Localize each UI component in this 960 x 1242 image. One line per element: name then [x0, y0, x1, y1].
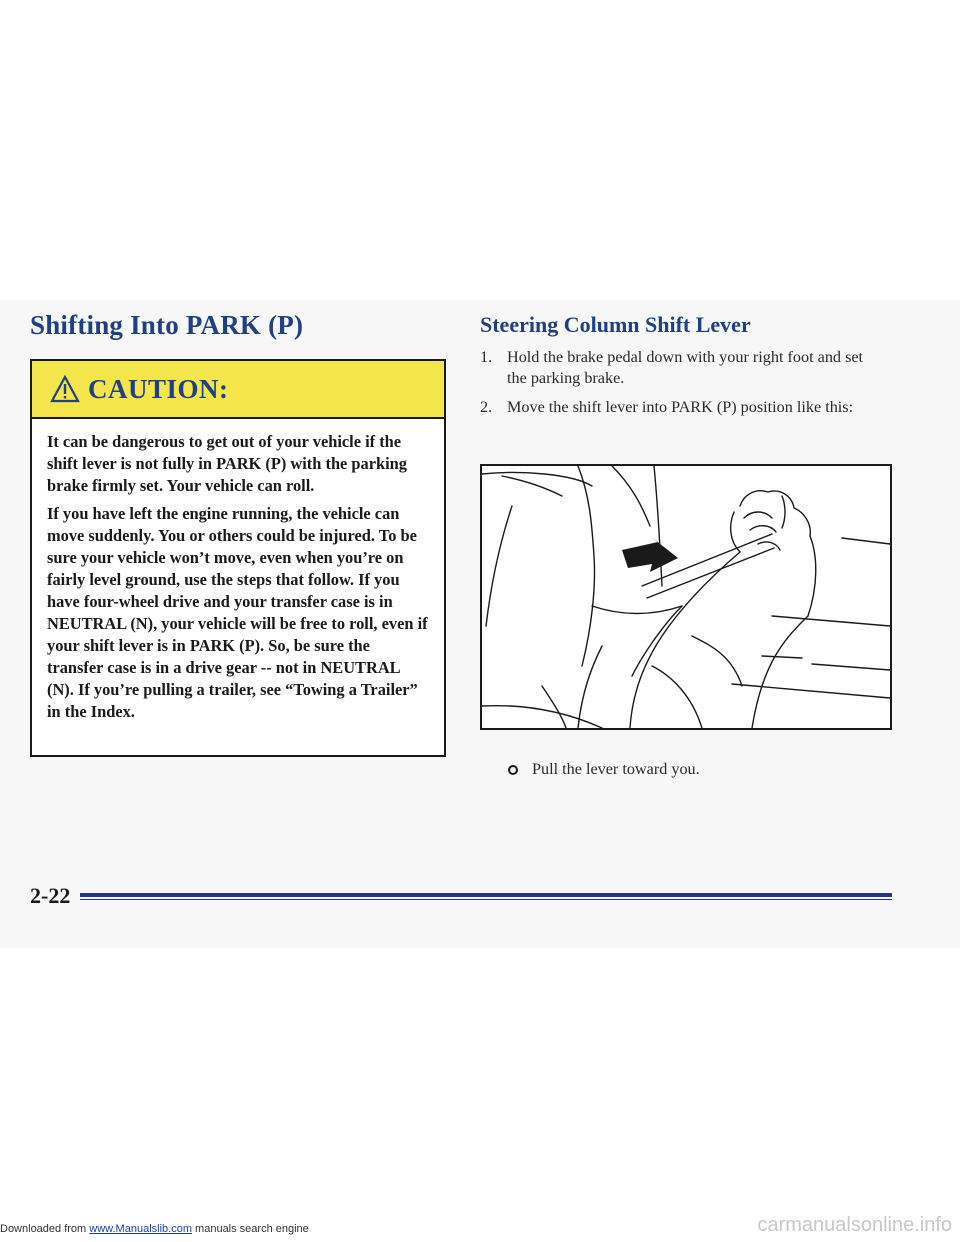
caution-body	[32, 419, 444, 723]
list-item	[480, 347, 880, 389]
step-text: Hold the brake pedal down with your right foot and set the parking brake.	[507, 348, 864, 387]
list-item	[480, 397, 880, 418]
caution-box	[30, 359, 446, 757]
footer-suffix: manuals search engine	[195, 1223, 309, 1235]
caution-paragraph: If you have left the engine running, the vehicle can move suddenly. You or others could be injured. To be sure your vehicle won’t move, even when you’re on fairly level ground, use the steps that follow. If you have four-wheel drive and your transfer case is in NEUTRAL (N), your vehicle will be free to roll, even if your shift lever is in PARK (P). So, be sure the transfer case is in a drive gear -- not in NEUTRAL (N). If you’re pulling a trailer, see “Towing a Trailer” in the Index.	[47, 504, 428, 721]
footer-rule	[80, 893, 892, 897]
caution-label: CAUTION:	[88, 373, 229, 404]
footer-prefix: Downloaded from	[0, 1223, 87, 1235]
watermark: carmanualsonline.info	[757, 1214, 952, 1236]
warning-triangle-icon	[50, 375, 80, 403]
footer-rule-thin	[80, 899, 892, 900]
caution-header	[32, 361, 444, 419]
bullet-icon	[508, 765, 518, 775]
step-number: 2.	[480, 398, 493, 416]
bullet-text: Pull the lever toward you.	[532, 760, 700, 778]
caution-paragraph: It can be dangerous to get out of your vehicle if the shift lever is not fully in PARK (P) with the parking brake firmly set. Your vehicle can roll.	[47, 432, 407, 495]
step-number: 1.	[480, 348, 493, 366]
section-title-shifting-into-park: Shifting Into PARK (P)	[30, 310, 304, 340]
step-text: Move the shift lever into PARK (P) position like this:	[507, 398, 854, 416]
manualslib-link[interactable]: www.Manualslib.com	[89, 1223, 192, 1235]
download-footer	[0, 1223, 309, 1235]
steps-list	[480, 347, 880, 426]
section-title-steering-column-shift-lever: Steering Column Shift Lever	[480, 312, 751, 337]
page-number: 2-22	[30, 883, 71, 908]
shift-lever-illustration	[480, 464, 892, 730]
bullet-item	[508, 760, 700, 779]
